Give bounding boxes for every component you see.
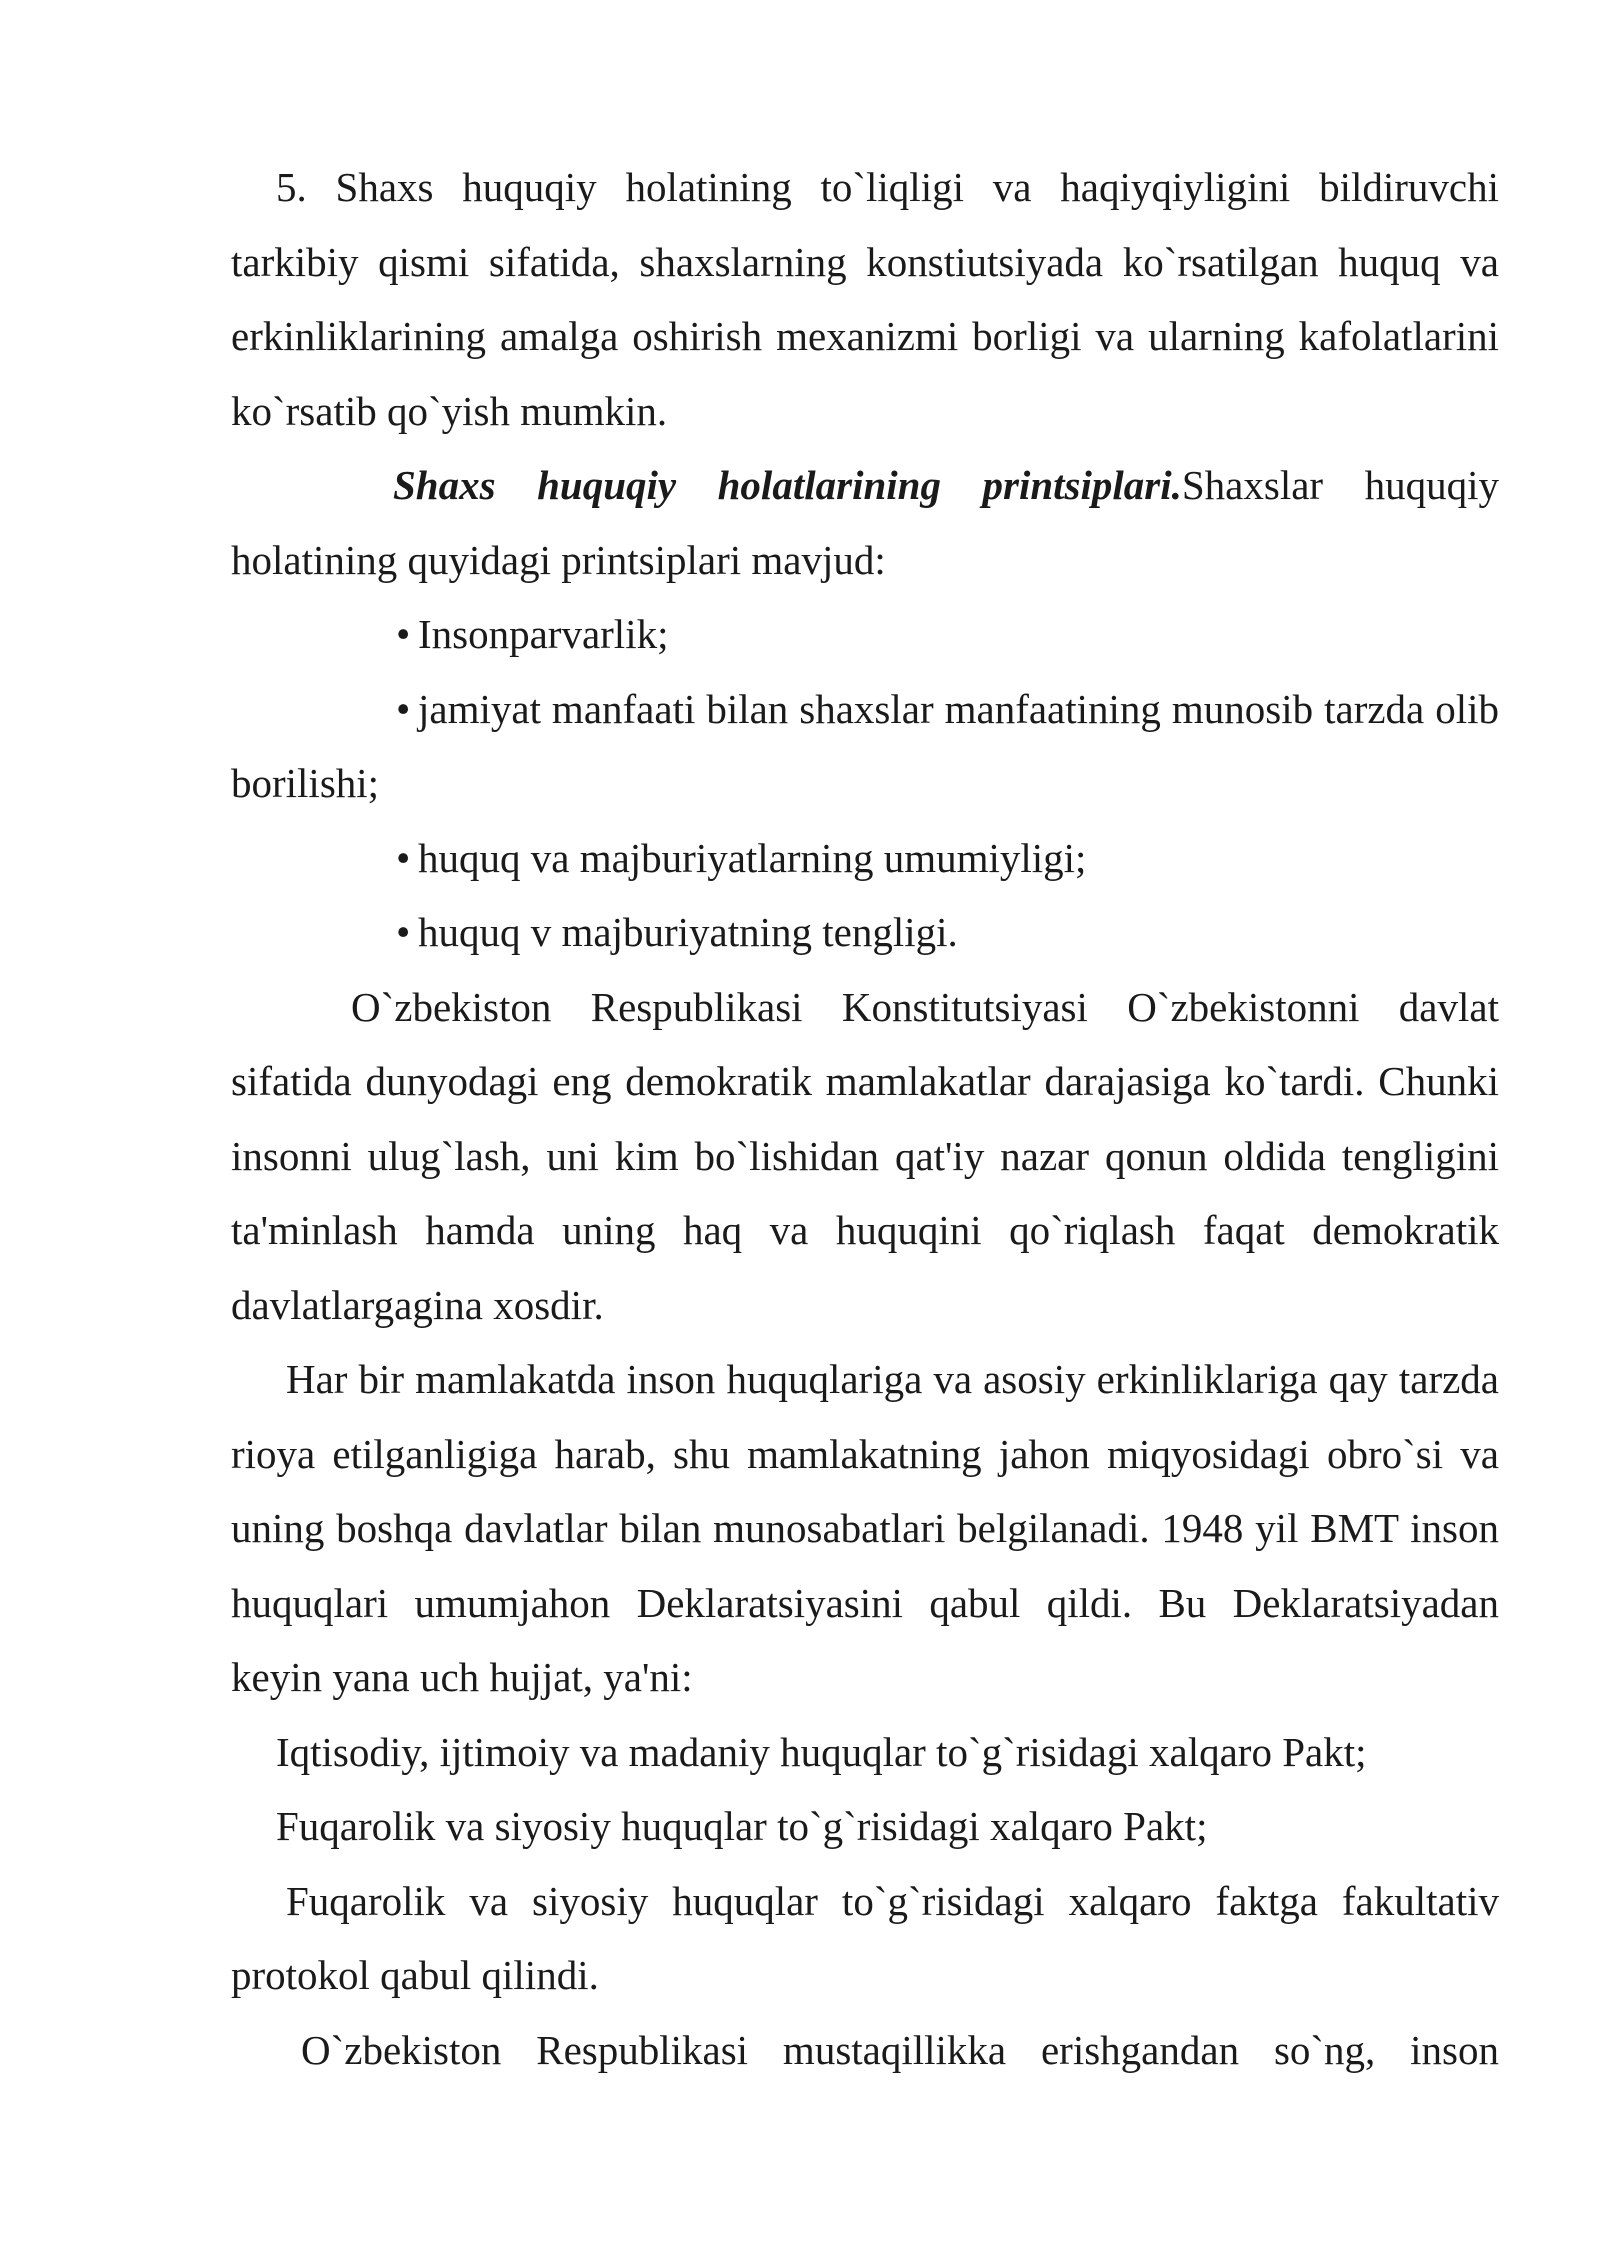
printsiplar-intro: Shaxslar huquqiy holatining quyidagi printsiplari mavjud: [231, 462, 1500, 583]
list-item-text: jamiyat manfaati bilan shaxslar manfaatining munosib tarzda olib borilishi; [231, 685, 1499, 806]
list-item [231, 672, 1499, 821]
paragraph-shaxs-huquqiy-holati: 5. Shaxs huquqiy holatining to`liqligi va haqiyqiyligini bildiruvchi tarkibiy qismi sifatida, shaxslarning konstiutsiyada ko`rsatilgan huquq va erkinliklarining amalga oshirish mexanizmi borligi va ularning kafolatlarini ko`rsatib qo`yish mumkin. [231, 164, 1499, 434]
list-item [231, 821, 1499, 896]
paragraph-fakultativ-protokol: Fuqarolik va siyosiy huquqlar to`g`risidagi xalqaro faktga fakultativ protokol qabul qilindi. [231, 1877, 1499, 1998]
document-body [231, 150, 1499, 2087]
paragraph-fuqarolik-pakt: Fuqarolik va siyosiy huquqlar to`g`risidagi xalqaro Pakt; [276, 1803, 1208, 1849]
paragraph-mustaqillik: O`zbekiston Respublikasi mustaqillikka erishgandan so`ng, inson [301, 2026, 1499, 2073]
paragraph-iqtisodiy-pakt: Iqtisodiy, ijtimoiy va madaniy huquqlar to`g`risidagi xalqaro Pakt; [276, 1728, 1367, 1775]
paragraph-konstitutsiya: O`zbekiston Respublikasi Konstitutsiyasi O`zbekistonni davlat sifatida dunyodagi eng demokratik mamlakatlar darajasiga ko`tardi. Chunki insonni ulug`lash, uni kim bo`lishidan qat'iy nazar qonun oldida tengligini ta'minlash hamda uning haq va huquqini qo`riqlash faqat demokratik davlatlargagina xosdir. [231, 983, 1499, 1328]
bullet-icon: • [396, 909, 411, 955]
paragraph-printsiplar [231, 448, 1499, 597]
bullet-icon: • [396, 611, 411, 657]
list-item-text: huquq va majburiyatlarning umumiyligi; [418, 834, 1087, 881]
list-item-text: Insonparvarlik; [418, 611, 669, 657]
list-item [231, 895, 1499, 970]
bullet-icon: • [396, 685, 411, 732]
printsiplar-heading: Shaxs huquqiy holatlarining printsiplari. [393, 462, 1182, 508]
list-item [231, 597, 1499, 672]
paragraph-inson-huquqlari: Har bir mamlakatda inson huquqlariga va asosiy erkinliklariga qay tarzda rioya etilganligiga harab, shu mamlakatning jahon miqyosidagi obro`si va uning boshqa davlatlar bilan munosabatlari belgilanadi. 1948 yil BMT inson huquqlari umumjahon Deklaratsiyasini qabul qildi. Bu Deklaratsiyadan keyin yana uch hujjat, ya'ni: [231, 1356, 1499, 1700]
bullet-icon: • [396, 834, 411, 881]
list-item-text: huquq v majburiyatning tengligi. [418, 909, 958, 955]
